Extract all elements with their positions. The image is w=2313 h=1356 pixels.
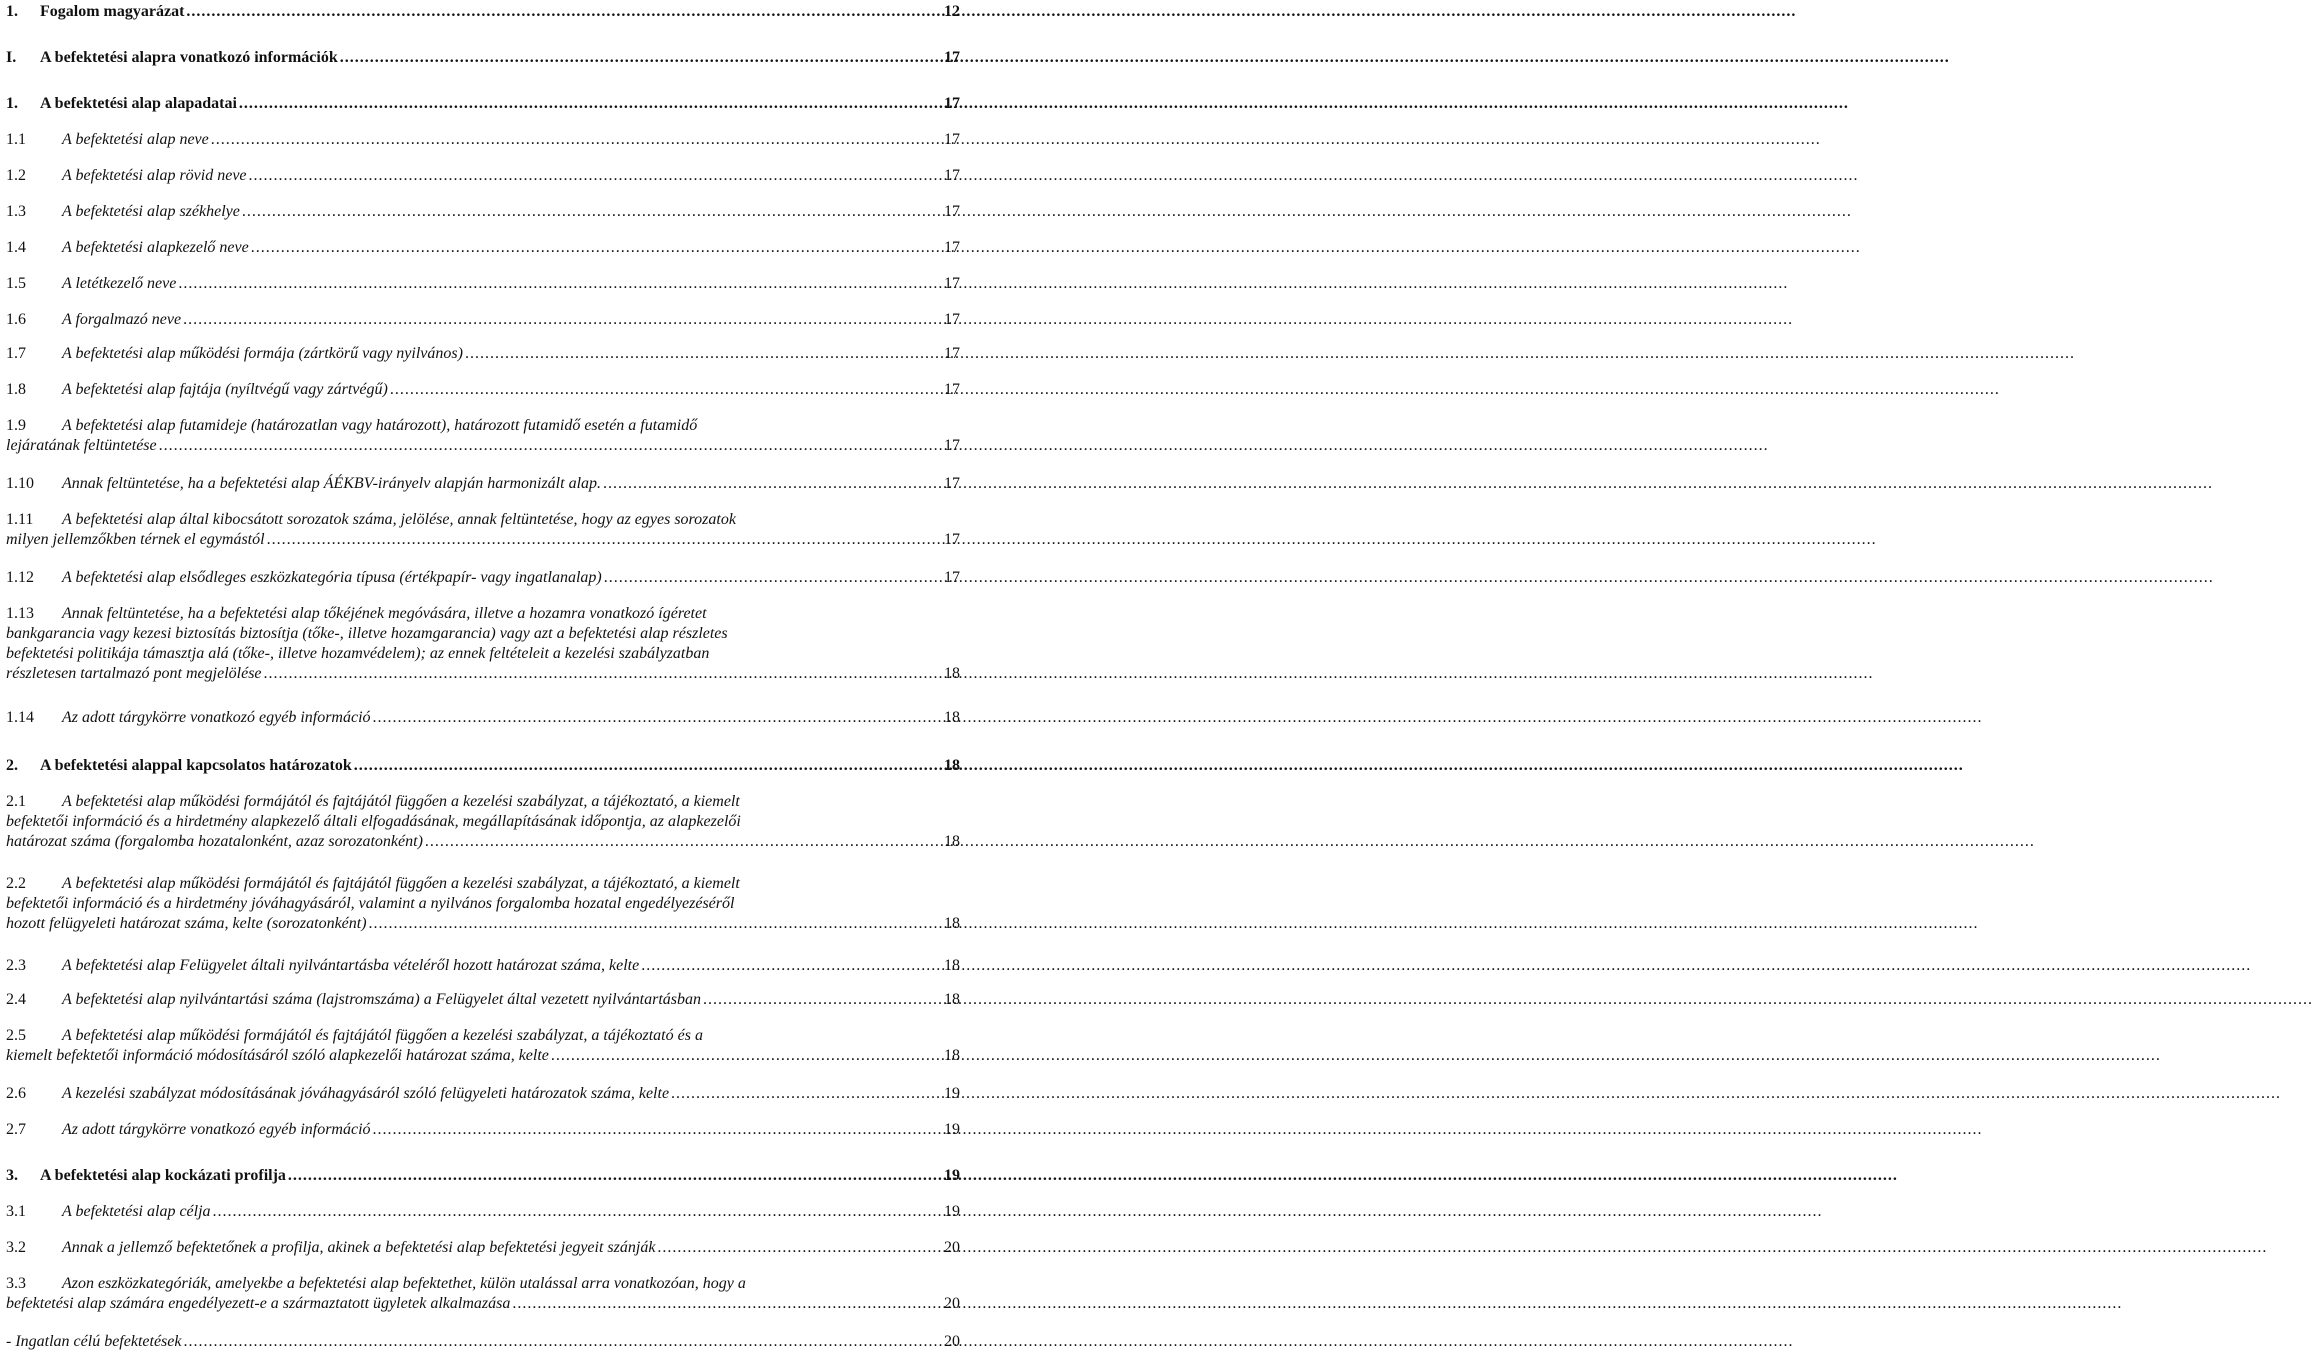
toc-page-number: 18 bbox=[944, 915, 960, 932]
toc-entry-title: A befektetési alap rövid neve bbox=[62, 167, 247, 184]
toc-entry-title: - Ingatlan célú befektetések bbox=[6, 1333, 182, 1350]
toc-entry-number: 1. bbox=[6, 95, 18, 112]
toc-leader-dots bbox=[671, 1084, 942, 1104]
toc-entry-number: 1.9 bbox=[6, 417, 26, 434]
toc-page-number: 17 bbox=[944, 275, 960, 292]
toc-entry-title: A befektetési alap kockázati profilja bbox=[40, 1167, 286, 1184]
toc-page-number: 12 bbox=[944, 3, 960, 20]
toc-leader-dots bbox=[703, 990, 942, 1010]
toc-page-number: 18 bbox=[944, 833, 960, 850]
toc-entry-title: A befektetési alap elsődleges eszközkategória típusa (értékpapír- vagy ingatlanalap) bbox=[62, 569, 602, 586]
toc-page-number: 20 bbox=[944, 1295, 960, 1312]
toc-entry-number: 1.4 bbox=[6, 239, 26, 256]
toc-page-number: 17 bbox=[944, 311, 960, 328]
toc-page-number: 19 bbox=[944, 1121, 960, 1138]
toc-entry-title: határozat száma (forgalomba hozatalonként, azaz sorozatonként) bbox=[6, 833, 423, 850]
toc-entry-title: részletesen tartalmazó pont megjelölése bbox=[6, 665, 262, 682]
toc-entry[interactable] bbox=[6, 130, 960, 150]
toc-page-number: 18 bbox=[944, 757, 960, 774]
toc-entry-title: befektetői információ és a hirdetmény alapkezelő általi elfogadásának, megállapításának időpontja, az alapkezelői bbox=[6, 813, 741, 830]
toc-page-number: 17 bbox=[944, 131, 960, 148]
toc-page-number: 17 bbox=[944, 569, 960, 586]
toc-entry[interactable] bbox=[6, 1084, 960, 1104]
toc-page-number: 17 bbox=[944, 95, 960, 112]
toc-entry[interactable] bbox=[6, 474, 960, 494]
toc-leader-dots bbox=[251, 238, 942, 258]
toc-page-number: 17 bbox=[944, 203, 960, 220]
toc-entry[interactable] bbox=[6, 1274, 960, 1314]
toc-page-number: 17 bbox=[944, 475, 960, 492]
toc-leader-dots bbox=[603, 474, 942, 494]
toc-entry[interactable] bbox=[6, 1120, 960, 1140]
toc-page-number: 18 bbox=[944, 991, 960, 1008]
toc-entry[interactable] bbox=[6, 2, 960, 22]
toc-entry[interactable] bbox=[6, 94, 960, 114]
toc-entry-title: A befektetési alap székhelye bbox=[62, 203, 240, 220]
toc-page-number: 18 bbox=[944, 957, 960, 974]
toc-entry-number: 2.5 bbox=[6, 1027, 26, 1044]
toc-entry-title: A befektetési alap működési formájától és fajtájától függően a kezelési szabályzat, a tájékoztató, a kiemelt bbox=[62, 793, 740, 810]
toc-page-number: 17 bbox=[944, 531, 960, 548]
toc-entry[interactable] bbox=[6, 344, 960, 364]
toc-entry-title: A befektetési alap működési formájától és fajtájától függően a kezelési szabályzat, a tájékoztató, a kiemelt bbox=[62, 875, 740, 892]
toc-entry-number: 1.7 bbox=[6, 345, 26, 362]
toc-leader-dots bbox=[213, 1202, 942, 1222]
toc-entry-title: bankgarancia vagy kezesi biztosítás biztosítja (tőke-, illetve hozamgarancia) vagy azt a befektetési alap részletes bbox=[6, 625, 728, 642]
toc-entry[interactable] bbox=[6, 1202, 960, 1222]
toc-leader-dots bbox=[657, 1238, 942, 1258]
toc-leader-dots bbox=[369, 914, 942, 934]
toc-entry[interactable] bbox=[6, 1332, 960, 1352]
toc-entry[interactable] bbox=[6, 274, 960, 294]
toc-entry-title: A befektetési alap neve bbox=[62, 131, 209, 148]
toc-page-number: 19 bbox=[944, 1167, 960, 1184]
toc-entry[interactable] bbox=[6, 166, 960, 186]
toc-entry[interactable] bbox=[6, 380, 960, 400]
toc-leader-dots bbox=[159, 436, 942, 456]
toc-entry-number: 1.14 bbox=[6, 709, 34, 726]
toc-entry-number: 2.6 bbox=[6, 1085, 26, 1102]
toc-entry-number: 3.3 bbox=[6, 1275, 26, 1292]
toc-entry[interactable] bbox=[6, 708, 960, 728]
toc-entry-title: Az adott tárgykörre vonatkozó egyéb információ bbox=[62, 709, 371, 726]
toc-leader-dots bbox=[183, 310, 942, 330]
toc-entry[interactable] bbox=[6, 510, 960, 550]
toc-leader-dots bbox=[340, 48, 942, 68]
toc-entry[interactable] bbox=[6, 1166, 960, 1186]
toc-entry-title: Annak feltüntetése, ha a befektetési alap tőkéjének megóvására, illetve a hozamra vonatkozó ígéretet bbox=[62, 605, 707, 622]
toc-entry-number: 2.4 bbox=[6, 991, 26, 1008]
toc-leader-dots bbox=[390, 380, 942, 400]
toc-entry-number: I. bbox=[6, 49, 17, 66]
toc-entry-number: 1.13 bbox=[6, 605, 34, 622]
toc-leader-dots bbox=[641, 956, 942, 976]
toc-page-number: 17 bbox=[944, 49, 960, 66]
toc-leader-dots bbox=[425, 832, 942, 852]
toc-entry-title: lejáratának feltüntetése bbox=[6, 437, 157, 454]
toc-entry-number: 2.1 bbox=[6, 793, 26, 810]
toc-page-number: 17 bbox=[944, 437, 960, 454]
toc-entry-number: 3.1 bbox=[6, 1203, 26, 1220]
toc-page-number: 18 bbox=[944, 1047, 960, 1064]
toc-entry-number: 1.5 bbox=[6, 275, 26, 292]
toc-entry-title: kiemelt befektetői információ módosításáról szóló alapkezelői határozat száma, kelte bbox=[6, 1047, 549, 1064]
toc-page-number: 17 bbox=[944, 167, 960, 184]
toc-entry-number: 1.12 bbox=[6, 569, 34, 586]
toc-page-number: 17 bbox=[944, 381, 960, 398]
toc-entry-title: A befektetési alap fajtája (nyíltvégű vagy zártvégű) bbox=[62, 381, 388, 398]
toc-entry-title: A befektetési alap célja bbox=[62, 1203, 211, 1220]
toc-leader-dots bbox=[512, 1294, 942, 1314]
toc-entry-title: befektetési politikája támasztja alá (tőke-, illetve hozamvédelem); az ennek feltételeit a kezelési szabályzatban bbox=[6, 645, 710, 662]
toc-entry-title: befektetési alap számára engedélyezett-e a származtatott ügyletek alkalmazása bbox=[6, 1295, 511, 1312]
toc-leader-dots bbox=[373, 708, 942, 728]
toc-entry-title: A befektetési alap által kibocsátott sorozatok száma, jelölése, annak feltüntetése, hogy az egyes sorozatok bbox=[62, 511, 736, 528]
toc-leader-dots bbox=[178, 274, 942, 294]
toc-entry[interactable] bbox=[6, 1238, 960, 1258]
toc-leader-dots bbox=[264, 664, 942, 684]
toc-entry-number: 1.10 bbox=[6, 475, 34, 492]
toc-entry-number: 1. bbox=[6, 3, 18, 20]
toc-entry[interactable] bbox=[6, 756, 960, 776]
toc-entry-title: A befektetési alappal kapcsolatos határozatok bbox=[40, 757, 352, 774]
toc-leader-dots bbox=[242, 202, 942, 222]
toc-page-number: 17 bbox=[944, 345, 960, 362]
toc-page-number: 18 bbox=[944, 665, 960, 682]
toc-page-number: 20 bbox=[944, 1333, 960, 1350]
toc-leader-dots bbox=[551, 1046, 942, 1066]
toc-entry-title: A befektetési alap nyilvántartási száma (lajstromszáma) a Felügyelet által vezetett nyilvántartásban bbox=[62, 991, 702, 1008]
toc-leader-dots bbox=[186, 2, 942, 22]
toc-entry-number: 2.3 bbox=[6, 957, 26, 974]
toc-entry-number: 3.2 bbox=[6, 1239, 26, 1256]
toc-entry-number: 2.2 bbox=[6, 875, 26, 892]
toc-entry-title: A befektetési alapra vonatkozó információk bbox=[40, 49, 338, 66]
toc-leader-dots bbox=[211, 130, 942, 150]
toc-entry-title: A befektetési alapkezelő neve bbox=[62, 239, 249, 256]
toc-page-number: 19 bbox=[944, 1085, 960, 1102]
toc-entry-title: A befektetési alap alapadatai bbox=[40, 95, 237, 112]
toc-entry-title: A befektetési alap működési formájától és fajtájától függően a kezelési szabályzat, a tájékoztató és a bbox=[62, 1027, 703, 1044]
toc-entry-number: 1.6 bbox=[6, 311, 26, 328]
toc-entry-number: 1.11 bbox=[6, 511, 34, 528]
toc-entry[interactable] bbox=[6, 874, 960, 934]
toc-leader-dots bbox=[604, 568, 942, 588]
toc-leader-dots bbox=[239, 94, 942, 114]
toc-entry[interactable] bbox=[6, 48, 960, 68]
toc-entry-number: 2. bbox=[6, 757, 18, 774]
toc-leader-dots bbox=[183, 1332, 942, 1352]
toc-leader-dots bbox=[354, 756, 942, 776]
toc-entry-title: hozott felügyeleti határozat száma, kelte (sorozatonként) bbox=[6, 915, 367, 932]
toc-entry-number: 1.2 bbox=[6, 167, 26, 184]
toc-entry-number: 3. bbox=[6, 1167, 18, 1184]
toc-entry[interactable] bbox=[6, 956, 960, 976]
toc-entry-title: A befektetési alap futamideje (határozatlan vagy határozott), határozott futamidő esetén a futamidő bbox=[62, 417, 698, 434]
toc-entry-title: Az adott tárgykörre vonatkozó egyéb információ bbox=[62, 1121, 371, 1138]
toc-entry[interactable] bbox=[6, 310, 960, 330]
toc-entry-title: Azon eszközkategóriák, amelyekbe a befektetési alap befektethet, külön utalással arra vonatkozóan, hogy a bbox=[62, 1275, 746, 1292]
toc-entry-number: 1.3 bbox=[6, 203, 26, 220]
toc-entry-title: A forgalmazó neve bbox=[62, 311, 182, 328]
toc-entry-title: A befektetési alap Felügyelet általi nyilvántartásba vételéről hozott határozat száma, kelte bbox=[62, 957, 640, 974]
toc-entry[interactable] bbox=[6, 792, 960, 852]
toc-entry-title: befektetői információ és a hirdetmény jóváhagyásáról, valamint a nyilvános forgalomba hozatal engedélyezéséről bbox=[6, 895, 735, 912]
toc-page-number: 19 bbox=[944, 1203, 960, 1220]
toc-leader-dots bbox=[373, 1120, 942, 1140]
toc-entry[interactable] bbox=[6, 604, 960, 684]
toc-entry[interactable] bbox=[6, 1026, 960, 1066]
toc-entry-title: Annak a jellemző befektetőnek a profilja, akinek a befektetési alap befektetési jegyeit szánják bbox=[62, 1239, 656, 1256]
toc-entry-title: Annak feltüntetése, ha a befektetési alap ÁÉKBV-irányelv alapján harmonizált alap. bbox=[62, 475, 602, 492]
toc-entry-title: A befektetési alap működési formája (zártkörű vagy nyilvános) bbox=[62, 345, 463, 362]
toc-entry[interactable] bbox=[6, 568, 960, 588]
toc-entry[interactable] bbox=[6, 238, 960, 258]
toc-entry-title: A kezelési szabályzat módosításának jóváhagyásáról szóló felügyeleti határozatok száma, kelte bbox=[62, 1085, 670, 1102]
toc-leader-dots bbox=[288, 1166, 942, 1186]
toc-entry-number: 2.7 bbox=[6, 1121, 26, 1138]
toc-leader-dots bbox=[267, 530, 942, 550]
toc-leader-dots bbox=[249, 166, 942, 186]
toc-entry-title: A letétkezelő neve bbox=[62, 275, 177, 292]
toc-page-number: 18 bbox=[944, 709, 960, 726]
toc-entry-title: milyen jellemzőkben térnek el egymástól bbox=[6, 531, 265, 548]
toc-entry[interactable] bbox=[6, 416, 960, 456]
toc-entry-title: Fogalom magyarázat bbox=[40, 3, 185, 20]
toc-entry[interactable] bbox=[6, 990, 960, 1010]
toc-leader-dots bbox=[465, 344, 942, 364]
toc-entry[interactable] bbox=[6, 202, 960, 222]
toc-page-number: 20 bbox=[944, 1239, 960, 1256]
toc-entry-number: 1.1 bbox=[6, 131, 26, 148]
toc-page-number: 17 bbox=[944, 239, 960, 256]
toc-entry-number: 1.8 bbox=[6, 381, 26, 398]
